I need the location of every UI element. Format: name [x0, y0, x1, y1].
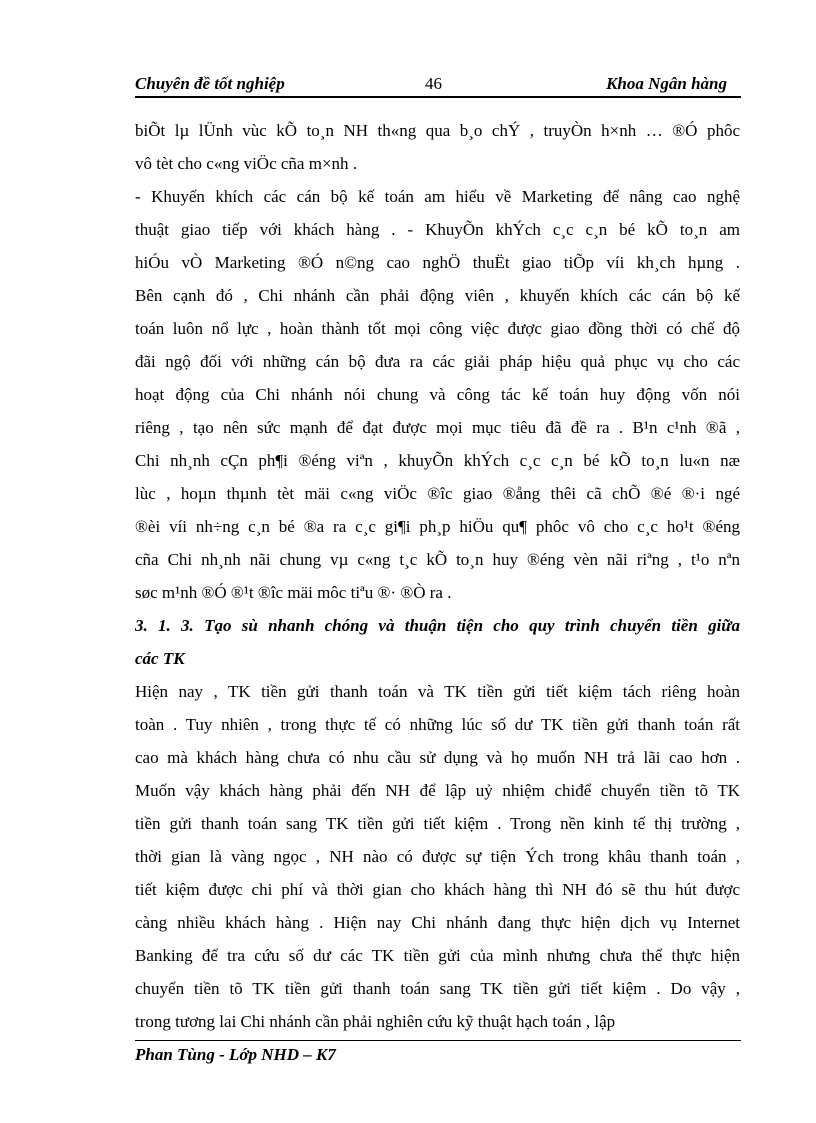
text-line: càng nhiều khách hàng . Hiện nay Chi nhánh đang thực hiện dịch vụ Internet — [135, 913, 740, 932]
text-line: riêng , tạo nên sức mạnh để đạt được mọi mục tiêu đã đề ra . B¹n c¹nh ®ã , — [135, 418, 740, 437]
section-heading: 3. 1. 3. Tạo sù nhanh chóng và thuận tiện cho quy trình chuyển tiền giữa — [135, 616, 740, 635]
text-line: Muốn vậy khách hàng phải đến NH để lập uỷ nhiệm chiđể chuyển tiền tõ TK — [135, 781, 740, 800]
text-line: Hiện nay , TK tiền gửi thanh toán và TK tiền gửi tiết kiệm tách riêng hoàn — [135, 682, 740, 701]
text-line: toán luôn nổ lực , hoàn thành tốt mọi công việc được giao đồng thời có chế độ — [135, 319, 740, 338]
text-line: Chi nh¸nh cÇn ph¶i ®éng viªn , khuyÕn khÝch c¸c c¸n bé kÕ to¸n lu«n næ — [135, 451, 740, 470]
text-line: cña Chi nh¸nh nãi chung vµ c«ng t¸c kÕ to¸n huy ®éng vèn nãi riªng , t¹o nªn — [135, 550, 740, 569]
text-line: thời gian là vàng ngọc , NH nào có được sự tiện Ých trong khâu thanh toán , — [135, 847, 740, 866]
text-line: - Khuyến khích các cán bộ kế toán am hiểu về Marketing để nâng cao nghệ — [135, 187, 740, 206]
header-faculty: Khoa Ngân hàng — [606, 74, 727, 93]
text-line: biÕt lµ lÜnh vùc kÕ to¸n NH th«ng qua b¸o chÝ , truyÒn h×nh … ®Ó phôc — [135, 121, 740, 140]
section-heading-cont: các TK — [135, 649, 185, 668]
text-line: hoạt động của Chi nhánh nói chung và công tác kế toán huy động vốn nói — [135, 385, 740, 404]
text-line: tiền gửi thanh toán sang TK tiền gửi tiết kiệm . Trong nền kinh tế thị trường , — [135, 814, 740, 833]
page-footer — [135, 1040, 741, 1065]
text-line: cao mà khách hàng chưa có nhu cầu sử dụng và họ muốn NH trả lãi cao hơn . — [135, 748, 740, 767]
page-header — [135, 72, 741, 98]
page-number: 46 — [425, 74, 442, 93]
text-line: vô tèt cho c«ng viÖc cña m×nh . — [135, 154, 358, 173]
body-text — [135, 114, 740, 1038]
text-line: Banking để tra cứu số dư các TK tiền gửi của mình nhưng chưa thể thực hiện — [135, 946, 740, 965]
text-line: toàn . Tuy nhiên , trong thực tế có những lúc số dư TK tiền gửi thanh toán rất — [135, 715, 740, 734]
text-line: thuật giao tiếp với khách hàng . - KhuyÕn khÝch c¸c c¸n bé kÕ to¸n am — [135, 220, 740, 239]
text-line: søc m¹nh ®Ó ®¹t ®îc mäi môc tiªu ®· ®Ò ra . — [135, 583, 452, 602]
header-document-type: Chuyên đề tốt nghiệp — [135, 74, 285, 93]
text-line: đãi ngộ đối với những cán bộ đưa ra các giải pháp hiệu quả phục vụ cho các — [135, 352, 740, 371]
text-line: trong tương lai Chi nhánh cần phải nghiên cứu kỹ thuật hạch toán , lập — [135, 1012, 616, 1031]
text-line: chuyển tiền tõ TK tiền gửi thanh toán sang TK tiền gửi tiết kiệm . Do vậy , — [135, 979, 740, 998]
text-line: Bên cạnh đó , Chi nhánh cần phải động viên , khuyến khích các cán bộ kế — [135, 286, 740, 305]
text-line: tiết kiệm được chi phí và thời gian cho khách hàng thì NH đó sẽ thu hút được — [135, 880, 740, 899]
footer-author: Phan Tùng - Lớp NHD – K7 — [135, 1045, 336, 1064]
text-line: lùc , hoµn thµnh tèt mäi c«ng viÖc ®îc giao ®ång thêi cã chÕ ®é ®·i ngé — [135, 484, 740, 503]
text-line: hiÓu vÒ Marketing ®Ó n©ng cao nghÖ thuËt giao tiÕp víi kh¸ch hµng . — [135, 253, 740, 272]
text-line: ®èi víi nh÷ng c¸n bé ®a ra c¸c gi¶i ph¸p hiÖu qu¶ phôc vô cho c¸c ho¹t ®éng — [135, 517, 740, 536]
